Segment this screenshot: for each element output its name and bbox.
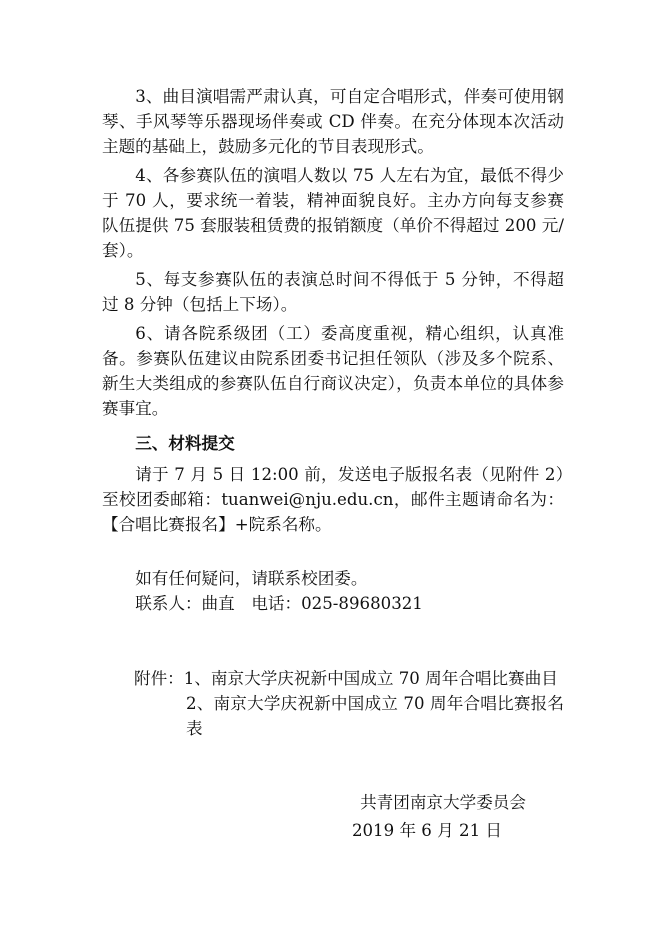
paragraph-item-6: 6、请各院系级团（工）委高度重视，精心组织，认真准备。参赛队伍建议由院系团委书记担任领队（涉及多个院系、新生大类组成的参赛队伍自行商议决定），负责本单位的具体参赛事宜。 <box>102 324 564 418</box>
spacer <box>102 616 564 641</box>
attachment-item-1: 1、南京大学庆祝新中国成立 70 周年合唱比赛曲目 <box>183 669 558 688</box>
paragraph-materials-submission: 请于 7 月 5 日 12:00 前，发送电子版报名表（见附件 2）至校团委邮箱：tuanwei@nju.edu.cn，邮件主题请命名为：【合唱比赛报名】+院系名称。 <box>102 465 564 534</box>
signature-date: 2019 年 6 月 21 日 <box>351 821 502 840</box>
signature-org: 共青团南京大学委员会 <box>360 793 526 812</box>
paragraph-item-3: 3、曲目演唱需严肃认真，可自定合唱形式，伴奏可使用钢琴、手风琴等乐器现场伴奏或 CD 伴奏。在充分体现本次活动主题的基础上，鼓励多元化的节目表现形式。 <box>102 87 564 156</box>
contact-question: 如有任何疑问，请联系校团委。 <box>135 569 368 588</box>
attachment-line-2 <box>102 691 564 741</box>
signature-block <box>326 789 526 845</box>
attachment-line-1 <box>102 666 564 691</box>
contact-person: 联系人：曲直 电话：025-89680321 <box>135 594 423 613</box>
spacer <box>102 641 564 666</box>
document-body <box>102 84 564 741</box>
attachment-item-2: 2、南京大学庆祝新中国成立 70 周年合唱比赛报名表 <box>186 694 564 738</box>
paragraph-item-5: 5、每支参赛队伍的表演总时间不得低于 5 分钟，不得超过 8 分钟（包括上下场）。 <box>102 270 564 314</box>
spacer <box>102 541 564 566</box>
paragraph-item-4: 4、各参赛队伍的演唱人数以 75 人左右为宜，最低不得少于 70 人，要求统一着装，精神面貌良好。主办方向每支参赛队伍提供 75 套服装租赁费的报销额度（单价不得超过 200 元/套）。 <box>102 166 564 260</box>
attachment-label: 附件： <box>134 669 184 688</box>
section-heading-materials: 三、材料提交 <box>135 434 235 453</box>
